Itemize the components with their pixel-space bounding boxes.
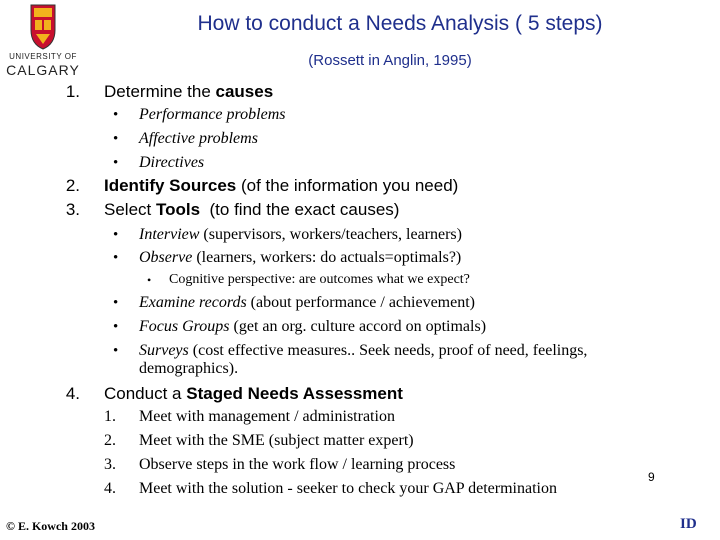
crest-icon — [30, 4, 56, 50]
list-item-continuation: demographics). — [139, 360, 239, 377]
copyright: © E. Kowch 2003 — [6, 519, 95, 533]
page-number: 9 — [648, 470, 655, 484]
list-item: Interview (supervisors, workers/teachers, learners) — [139, 226, 462, 243]
list-item: Performance problems — [139, 106, 286, 123]
logo-line2: CALGARY — [6, 62, 80, 78]
bullet: • — [113, 250, 119, 266]
step-number: 1. — [65, 82, 80, 101]
list-item: Cognitive perspective: are outcomes what we expect? — [169, 272, 470, 287]
bullet: • — [113, 319, 119, 335]
step-1-text — [104, 82, 273, 102]
bullet: • — [113, 343, 119, 359]
university-logo — [6, 4, 78, 80]
page-title: How to conduct a Needs Analysis ( 5 steps) — [197, 12, 603, 35]
list-item: Directives — [139, 154, 205, 171]
list-item: Observe steps in the work flow / learning process — [139, 456, 456, 473]
list-item: Observe (learners, workers: do actuals=optimals?) — [139, 249, 462, 266]
step-number: 3. — [65, 200, 80, 219]
list-item: Meet with management / administration — [139, 408, 395, 425]
bullet: • — [113, 227, 119, 243]
step-4-text: Conduct a Staged Needs Assessment — [104, 384, 403, 403]
sub-step-number: 3. — [104, 456, 116, 473]
bullet: • — [113, 107, 119, 123]
bullet: • — [147, 273, 152, 287]
id-logo: ID — [680, 516, 697, 532]
list-item: Examine records (about performance / achievement) — [139, 294, 475, 311]
sub-step-number: 4. — [104, 480, 116, 497]
list-item: Meet with the SME (subject matter expert) — [139, 432, 414, 449]
logo-line1: UNIVERSITY OF — [9, 52, 77, 61]
sub-step-number: 2. — [104, 432, 116, 449]
bullet: • — [113, 131, 119, 147]
step-number: 2. — [65, 176, 80, 195]
list-item: Surveys (cost effective measures.. Seek needs, proof of need, feelings, — [139, 342, 588, 359]
step-2-text: Identify Sources (of the information you need) — [104, 176, 459, 195]
list-item: Affective problems — [139, 130, 258, 147]
step-text: Determine the — [104, 82, 216, 101]
bullet: • — [113, 155, 119, 171]
bullet: • — [113, 295, 119, 311]
sub-step-number: 1. — [104, 408, 116, 425]
list-item: Focus Groups (get an org. culture accord on optimals) — [139, 318, 487, 335]
page-subtitle: (Rossett in Anglin, 1995) — [308, 52, 472, 69]
step-bold: causes — [215, 82, 274, 101]
step-3-text: Select Tools (to find the exact causes) — [104, 200, 400, 219]
step-number: 4. — [65, 384, 80, 403]
list-item: Meet with the solution - seeker to check your GAP determination — [139, 480, 557, 497]
